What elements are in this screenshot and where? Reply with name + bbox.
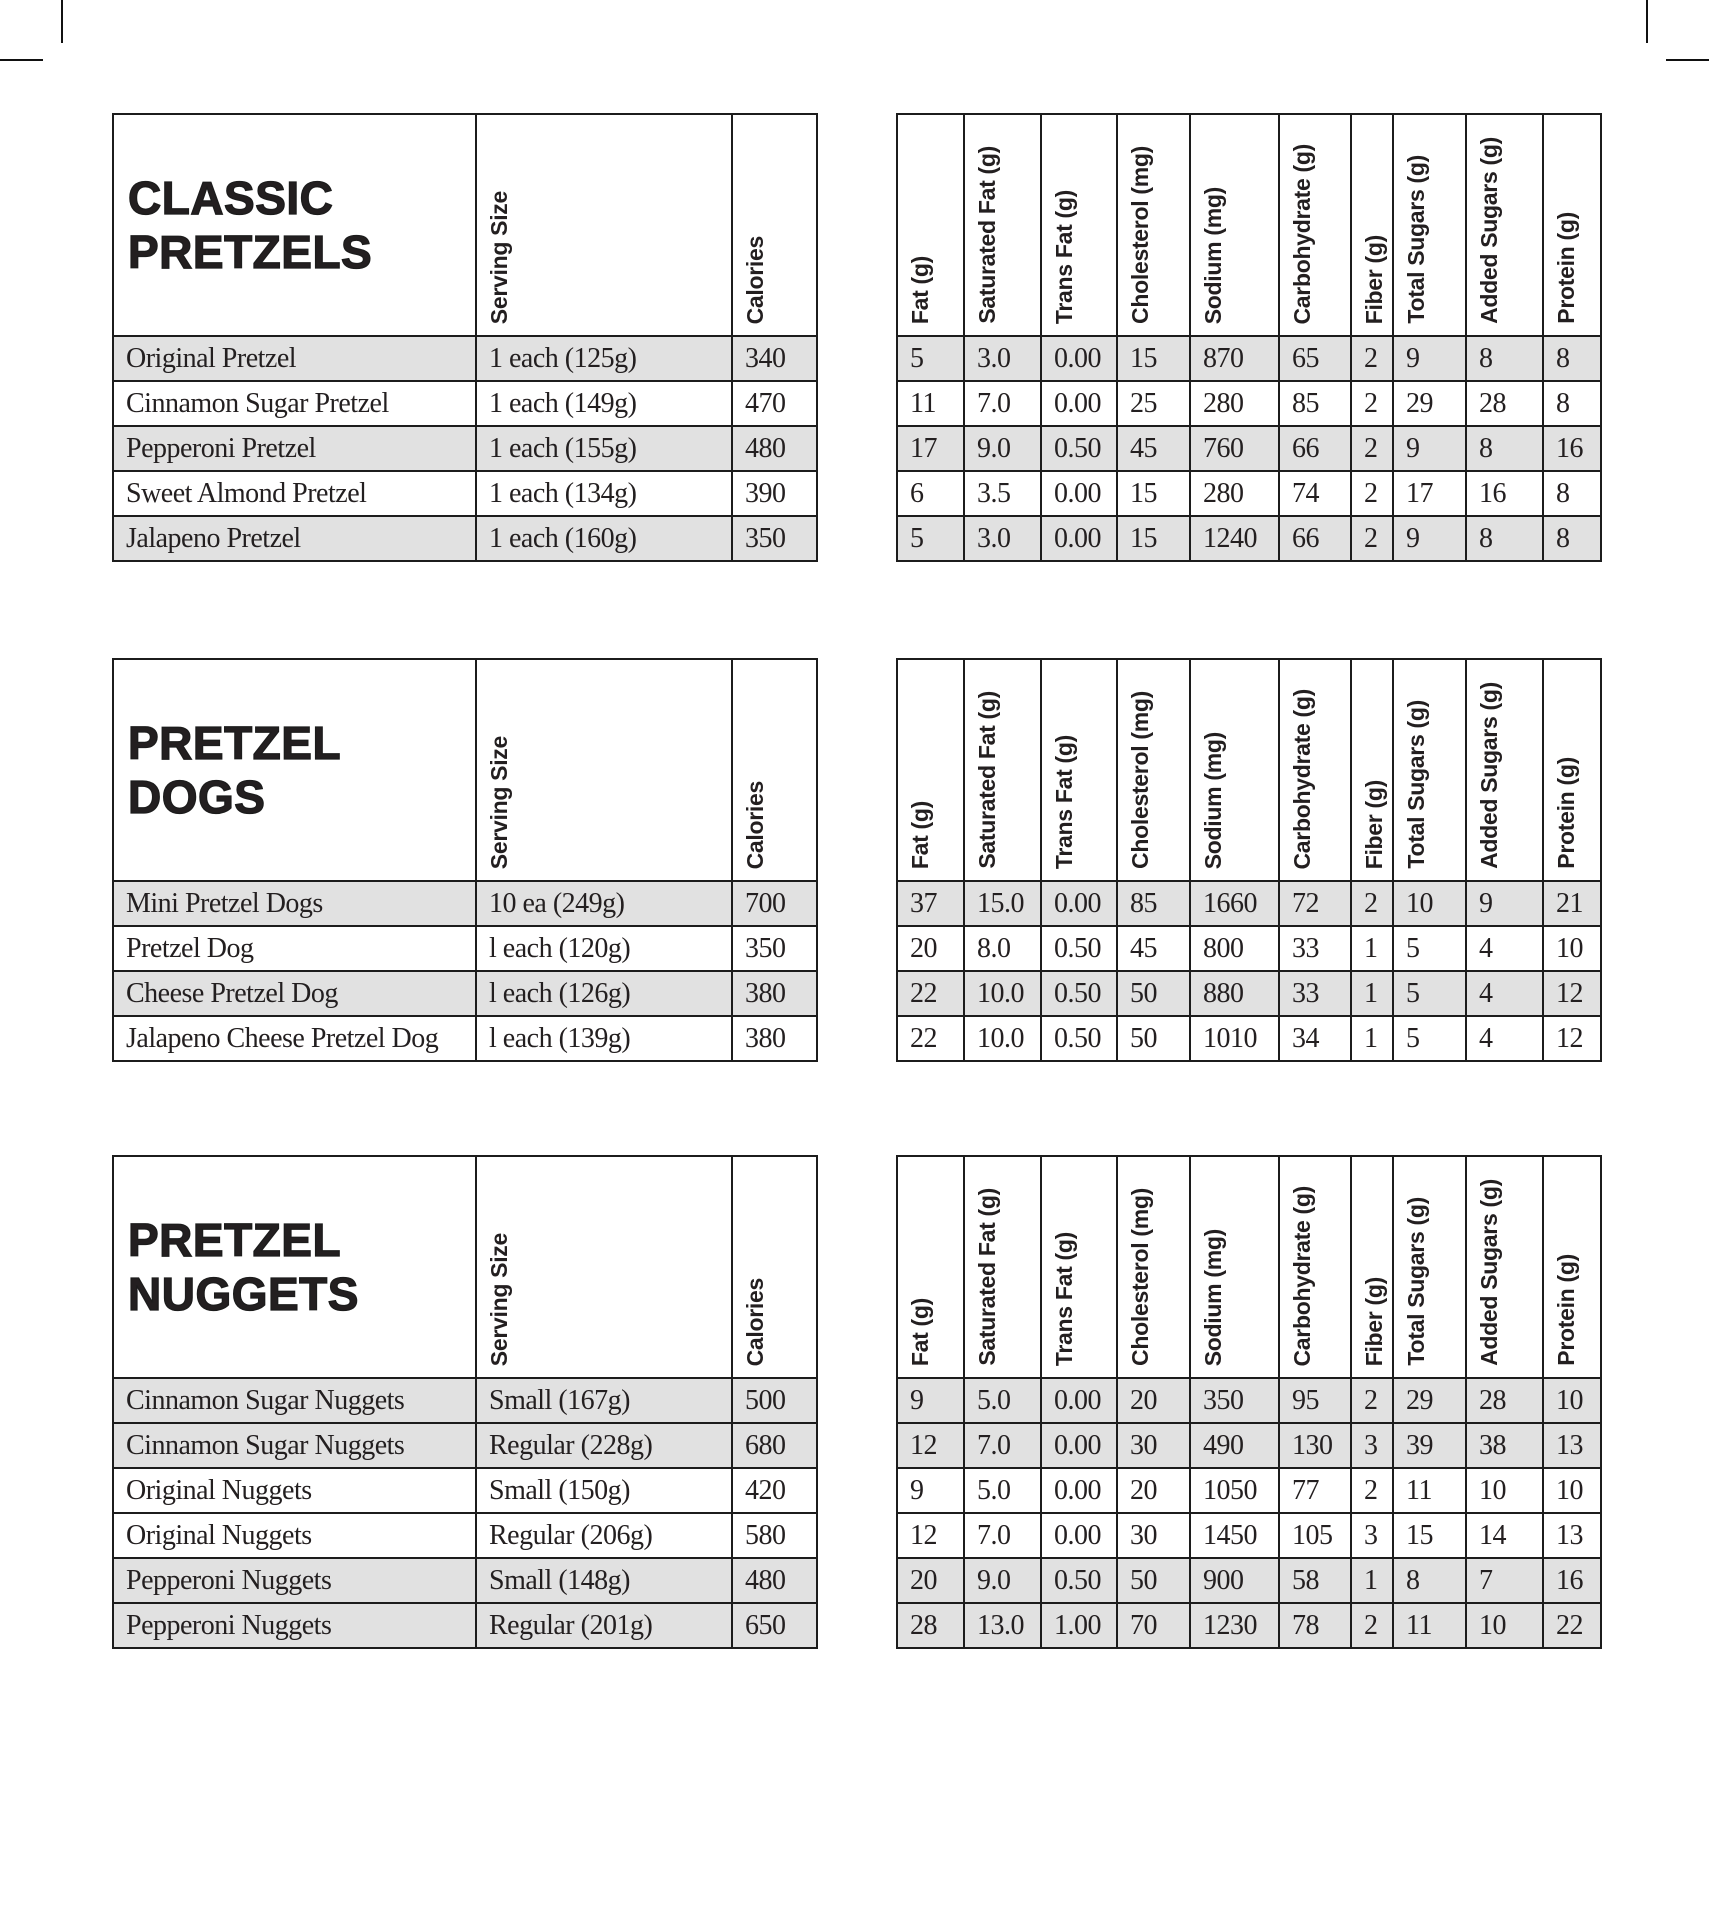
nutrition-value-cell: 4 (1467, 1017, 1544, 1062)
nutrition-value-cell: 0.00 (1042, 517, 1118, 562)
nutrition-value-cell: 3.0 (965, 517, 1042, 562)
calories-cell: 700 (733, 882, 818, 927)
nutrition-value-cell: 29 (1394, 382, 1467, 427)
nutrition-value-cell: 130 (1280, 1424, 1352, 1469)
nutrition-header-label: Cholesterol (mg) (1127, 1188, 1153, 1366)
calories-cell: 350 (733, 517, 818, 562)
calories-cell: 380 (733, 1017, 818, 1062)
serving-size-cell: Small (167g) (477, 1379, 733, 1424)
nutrition-value-cell: 5.0 (965, 1379, 1042, 1424)
nutrition-header-label: Added Sugars (g) (1476, 682, 1502, 869)
nutrition-value-cell: 900 (1191, 1559, 1280, 1604)
nutrition-header-cell (1118, 660, 1191, 882)
serving-size-cell: l each (120g) (477, 927, 733, 972)
calories-cell: 480 (733, 1559, 818, 1604)
item-name-cell: Cheese Pretzel Dog (114, 972, 477, 1017)
calories-cell: 470 (733, 382, 818, 427)
nutrition-value-cell: 7.0 (965, 1514, 1042, 1559)
item-name-cell: Pepperoni Nuggets (114, 1604, 477, 1649)
nutrition-header-label: Fiber (g) (1361, 234, 1387, 324)
nutrition-header-label: Trans Fat (g) (1051, 1231, 1077, 1366)
nutrition-value-cell: 2 (1352, 1604, 1394, 1649)
nutrition-value-cell: 22 (1544, 1604, 1602, 1649)
serving-size-cell: Regular (228g) (477, 1424, 733, 1469)
nutrition-header-label: Sodium (mg) (1200, 1228, 1226, 1366)
nutrition-value-cell: 5.0 (965, 1469, 1042, 1514)
nutrition-value-cell: 38 (1467, 1424, 1544, 1469)
nutrition-header-label: Total Sugars (g) (1403, 700, 1429, 869)
nutrition-value-cell: 8 (1467, 337, 1544, 382)
nutrition-value-cell: 22 (898, 1017, 965, 1062)
nutrition-value-cell: 15 (1394, 1514, 1467, 1559)
nutrition-header-label: Carbohydrate (g) (1289, 143, 1315, 324)
nutrition-value-cell: 34 (1280, 1017, 1352, 1062)
serving-size-cell: Regular (206g) (477, 1514, 733, 1559)
nutrition-value-cell: 0.50 (1042, 427, 1118, 472)
nutrition-value-cell: 8 (1467, 517, 1544, 562)
nutrition-value-cell: 10 (1467, 1604, 1544, 1649)
item-name-cell: Pretzel Dog (114, 927, 477, 972)
nutrition-value-cell: 85 (1118, 882, 1191, 927)
nutrition-value-cell: 2 (1352, 337, 1394, 382)
nutrition-table (896, 113, 1602, 562)
nutrition-value-cell: 0.50 (1042, 927, 1118, 972)
serving-size-cell: 1 each (155g) (477, 427, 733, 472)
nutrition-value-cell: 72 (1280, 882, 1352, 927)
nutrition-header-cell (1352, 1157, 1394, 1379)
nutrition-value-cell: 2 (1352, 472, 1394, 517)
nutrition-value-cell: 12 (1544, 1017, 1602, 1062)
nutrition-header-cell (1191, 660, 1280, 882)
nutrition-value-cell: 15.0 (965, 882, 1042, 927)
nutrition-value-cell: 17 (898, 427, 965, 472)
calories-cell: 340 (733, 337, 818, 382)
nutrition-value-cell: 2 (1352, 1469, 1394, 1514)
nutrition-value-cell: 2 (1352, 517, 1394, 562)
nutrition-value-cell: 20 (1118, 1469, 1191, 1514)
nutrition-value-cell: 1 (1352, 927, 1394, 972)
calories-cell: 420 (733, 1469, 818, 1514)
nutrition-value-cell: 1 (1352, 972, 1394, 1017)
nutrition-value-cell: 66 (1280, 517, 1352, 562)
nutrition-value-cell: 16 (1544, 1559, 1602, 1604)
nutrition-value-cell: 870 (1191, 337, 1280, 382)
nutrition-header-label: Protein (g) (1553, 212, 1579, 324)
nutrition-header-label: Fat (g) (907, 800, 933, 869)
nutrition-value-cell: 15 (1118, 337, 1191, 382)
nutrition-value-cell: 9 (898, 1379, 965, 1424)
calories-cell: 680 (733, 1424, 818, 1469)
section-title-cell (114, 660, 477, 882)
nutrition-value-cell: 13 (1544, 1424, 1602, 1469)
nutrition-value-cell: 21 (1544, 882, 1602, 927)
nutrition-header-cell (1467, 660, 1544, 882)
nutrition-value-cell: 11 (1394, 1469, 1467, 1514)
serving-size-header: Serving Size (486, 735, 512, 869)
nutrition-header-cell (965, 660, 1042, 882)
nutrition-value-cell: 5 (898, 517, 965, 562)
nutrition-header-label: Added Sugars (g) (1476, 137, 1502, 324)
nutrition-header-label: Fiber (g) (1361, 1276, 1387, 1366)
item-name-cell: Cinnamon Sugar Pretzel (114, 382, 477, 427)
serving-size-cell: 1 each (160g) (477, 517, 733, 562)
nutrition-value-cell: 8.0 (965, 927, 1042, 972)
nutrition-value-cell: 20 (1118, 1379, 1191, 1424)
nutrition-header-cell (965, 115, 1042, 337)
nutrition-header-label: Trans Fat (g) (1051, 734, 1077, 869)
nutrition-value-cell: 28 (1467, 1379, 1544, 1424)
nutrition-value-cell: 28 (1467, 382, 1544, 427)
nutrition-value-cell: 0.00 (1042, 1379, 1118, 1424)
nutrition-header-cell (1280, 660, 1352, 882)
nutrition-value-cell: 12 (898, 1514, 965, 1559)
nutrition-value-cell: 33 (1280, 972, 1352, 1017)
nutrition-header-label: Carbohydrate (g) (1289, 688, 1315, 869)
item-name-cell: Cinnamon Sugar Nuggets (114, 1424, 477, 1469)
nutrition-value-cell: 7 (1467, 1559, 1544, 1604)
nutrition-value-cell: 1.00 (1042, 1604, 1118, 1649)
nutrition-header-label: Total Sugars (g) (1403, 155, 1429, 324)
nutrition-value-cell: 95 (1280, 1379, 1352, 1424)
nutrition-value-cell: 20 (898, 1559, 965, 1604)
menu-section (112, 113, 1602, 562)
calories-header-cell (733, 660, 818, 882)
nutrition-value-cell: 77 (1280, 1469, 1352, 1514)
nutrition-value-cell: 3 (1352, 1424, 1394, 1469)
nutrition-value-cell: 8 (1544, 382, 1602, 427)
nutrition-value-cell: 15 (1118, 517, 1191, 562)
serving-size-cell: Regular (201g) (477, 1604, 733, 1649)
nutrition-value-cell: 105 (1280, 1514, 1352, 1559)
nutrition-header-label: Carbohydrate (g) (1289, 1185, 1315, 1366)
nutrition-value-cell: 0.00 (1042, 1514, 1118, 1559)
nutrition-header-cell (1394, 660, 1467, 882)
menu-section (112, 658, 1602, 1062)
nutrition-value-cell: 4 (1467, 927, 1544, 972)
serving-size-header: Serving Size (486, 1232, 512, 1366)
nutrition-value-cell: 800 (1191, 927, 1280, 972)
serving-size-cell: l each (126g) (477, 972, 733, 1017)
nutrition-header-cell (1394, 115, 1467, 337)
items-table (112, 1155, 818, 1649)
nutrition-value-cell: 2 (1352, 427, 1394, 472)
nutrition-value-cell: 3.0 (965, 337, 1042, 382)
nutrition-value-cell: 45 (1118, 927, 1191, 972)
nutrition-value-cell: 70 (1118, 1604, 1191, 1649)
nutrition-header-cell (898, 1157, 965, 1379)
nutrition-value-cell: 33 (1280, 927, 1352, 972)
nutrition-value-cell: 30 (1118, 1424, 1191, 1469)
item-name-cell: Pepperoni Pretzel (114, 427, 477, 472)
nutrition-header-cell (1352, 660, 1394, 882)
serving-size-cell: l each (139g) (477, 1017, 733, 1062)
calories-header: Calories (742, 1277, 768, 1366)
crop-mark-top-left-vertical (61, 0, 63, 43)
nutrition-value-cell: 0.00 (1042, 337, 1118, 382)
nutrition-value-cell: 4 (1467, 972, 1544, 1017)
nutrition-value-cell: 65 (1280, 337, 1352, 382)
nutrition-value-cell: 37 (898, 882, 965, 927)
nutrition-value-cell: 17 (1394, 472, 1467, 517)
nutrition-header-label: Fat (g) (907, 1297, 933, 1366)
item-name-cell: Original Nuggets (114, 1469, 477, 1514)
nutrition-header-cell (898, 660, 965, 882)
item-name-cell: Sweet Almond Pretzel (114, 472, 477, 517)
nutrition-header-cell (1544, 660, 1602, 882)
nutrition-header-label: Fat (g) (907, 255, 933, 324)
section-title-cell (114, 1157, 477, 1379)
nutrition-value-cell: 39 (1394, 1424, 1467, 1469)
crop-mark-top-right-horizontal (1666, 59, 1709, 61)
nutrition-value-cell: 0.50 (1042, 1017, 1118, 1062)
serving-size-cell: 1 each (149g) (477, 382, 733, 427)
nutrition-value-cell: 490 (1191, 1424, 1280, 1469)
item-name-cell: Jalapeno Pretzel (114, 517, 477, 562)
nutrition-value-cell: 58 (1280, 1559, 1352, 1604)
nutrition-header-label: Saturated Fat (g) (974, 146, 1000, 324)
section-title: PRETZEL DOGS (128, 716, 342, 823)
nutrition-value-cell: 0.00 (1042, 1469, 1118, 1514)
nutrition-value-cell: 5 (1394, 972, 1467, 1017)
nutrition-value-cell: 1660 (1191, 882, 1280, 927)
nutrition-value-cell: 78 (1280, 1604, 1352, 1649)
nutrition-header-label: Protein (g) (1553, 757, 1579, 869)
nutrition-value-cell: 8 (1544, 517, 1602, 562)
nutrition-value-cell: 0.50 (1042, 972, 1118, 1017)
nutrition-value-cell: 7.0 (965, 1424, 1042, 1469)
nutrition-header-label: Total Sugars (g) (1403, 1197, 1429, 1366)
nutrition-value-cell: 1240 (1191, 517, 1280, 562)
nutrition-value-cell: 29 (1394, 1379, 1467, 1424)
nutrition-header-cell (1042, 115, 1118, 337)
nutrition-header-label: Protein (g) (1553, 1254, 1579, 1366)
nutrition-table (896, 1155, 1602, 1649)
nutrition-value-cell: 0.00 (1042, 1424, 1118, 1469)
calories-header-cell (733, 115, 818, 337)
nutrition-value-cell: 12 (898, 1424, 965, 1469)
crop-mark-top-right-vertical (1646, 0, 1648, 43)
section-title-cell (114, 115, 477, 337)
nutrition-value-cell: 1010 (1191, 1017, 1280, 1062)
nutrition-value-cell: 10 (1467, 1469, 1544, 1514)
nutrition-value-cell: 9 (1467, 882, 1544, 927)
nutrition-header-cell (1118, 115, 1191, 337)
nutrition-value-cell: 0.00 (1042, 882, 1118, 927)
nutrition-value-cell: 5 (1394, 927, 1467, 972)
nutrition-value-cell: 280 (1191, 472, 1280, 517)
nutrition-value-cell: 50 (1118, 972, 1191, 1017)
serving-size-header-cell (477, 1157, 733, 1379)
calories-header-cell (733, 1157, 818, 1379)
nutrition-value-cell: 760 (1191, 427, 1280, 472)
serving-size-cell: 1 each (134g) (477, 472, 733, 517)
nutrition-header-cell (1042, 660, 1118, 882)
nutrition-value-cell: 8 (1544, 337, 1602, 382)
nutrition-value-cell: 16 (1544, 427, 1602, 472)
nutrition-value-cell: 1 (1352, 1559, 1394, 1604)
nutrition-value-cell: 14 (1467, 1514, 1544, 1559)
serving-size-header-cell (477, 660, 733, 882)
nutrition-header-cell (1352, 115, 1394, 337)
nutrition-value-cell: 8 (1544, 472, 1602, 517)
item-name-cell: Jalapeno Cheese Pretzel Dog (114, 1017, 477, 1062)
nutrition-header-cell (1118, 1157, 1191, 1379)
item-name-cell: Mini Pretzel Dogs (114, 882, 477, 927)
nutrition-value-cell: 7.0 (965, 382, 1042, 427)
nutrition-value-cell: 13 (1544, 1514, 1602, 1559)
nutrition-value-cell: 0.00 (1042, 472, 1118, 517)
nutrition-value-cell: 50 (1118, 1559, 1191, 1604)
nutrition-value-cell: 9 (898, 1469, 965, 1514)
nutrition-header-label: Cholesterol (mg) (1127, 691, 1153, 869)
nutrition-value-cell: 85 (1280, 382, 1352, 427)
nutrition-header-label: Saturated Fat (g) (974, 1188, 1000, 1366)
nutrition-value-cell: 66 (1280, 427, 1352, 472)
section-title: PRETZEL NUGGETS (128, 1213, 359, 1320)
section-title: CLASSIC PRETZELS (128, 171, 373, 278)
nutrition-value-cell: 12 (1544, 972, 1602, 1017)
nutrition-value-cell: 8 (1467, 427, 1544, 472)
nutrition-value-cell: 2 (1352, 1379, 1394, 1424)
serving-size-header: Serving Size (486, 190, 512, 324)
nutrition-value-cell: 16 (1467, 472, 1544, 517)
nutrition-value-cell: 2 (1352, 382, 1394, 427)
item-name-cell: Pepperoni Nuggets (114, 1559, 477, 1604)
nutrition-value-cell: 10 (1394, 882, 1467, 927)
nutrition-header-cell (1042, 1157, 1118, 1379)
item-name-cell: Original Nuggets (114, 1514, 477, 1559)
nutrition-value-cell: 11 (898, 382, 965, 427)
nutrition-value-cell: 15 (1118, 472, 1191, 517)
calories-header: Calories (742, 235, 768, 324)
items-table (112, 658, 818, 1062)
nutrition-value-cell: 25 (1118, 382, 1191, 427)
serving-size-cell: 1 each (125g) (477, 337, 733, 382)
nutrition-value-cell: 0.00 (1042, 382, 1118, 427)
nutrition-header-cell (1394, 1157, 1467, 1379)
nutrition-value-cell: 8 (1394, 1559, 1467, 1604)
nutrition-value-cell: 880 (1191, 972, 1280, 1017)
calories-cell: 500 (733, 1379, 818, 1424)
nutrition-value-cell: 22 (898, 972, 965, 1017)
nutrition-value-cell: 9 (1394, 517, 1467, 562)
calories-cell: 650 (733, 1604, 818, 1649)
nutrition-value-cell: 1 (1352, 1017, 1394, 1062)
nutrition-value-cell: 45 (1118, 427, 1191, 472)
nutrition-header-label: Fiber (g) (1361, 779, 1387, 869)
nutrition-header-cell (1467, 1157, 1544, 1379)
nutrition-value-cell: 5 (898, 337, 965, 382)
nutrition-header-cell (898, 115, 965, 337)
nutrition-value-cell: 9 (1394, 337, 1467, 382)
nutrition-value-cell: 30 (1118, 1514, 1191, 1559)
nutrition-header-label: Sodium (mg) (1200, 186, 1226, 324)
calories-cell: 350 (733, 927, 818, 972)
nutrition-header-cell (1544, 1157, 1602, 1379)
nutrition-header-cell (1467, 115, 1544, 337)
nutrition-header-label: Saturated Fat (g) (974, 691, 1000, 869)
nutrition-value-cell: 3 (1352, 1514, 1394, 1559)
nutrition-header-cell (1280, 115, 1352, 337)
nutrition-header-cell (1280, 1157, 1352, 1379)
calories-cell: 390 (733, 472, 818, 517)
nutrition-value-cell: 50 (1118, 1017, 1191, 1062)
item-name-cell: Original Pretzel (114, 337, 477, 382)
nutrition-header-cell (1544, 115, 1602, 337)
nutrition-value-cell: 28 (898, 1604, 965, 1649)
nutrition-value-cell: 9.0 (965, 427, 1042, 472)
nutrition-value-cell: 10 (1544, 927, 1602, 972)
calories-cell: 380 (733, 972, 818, 1017)
nutrition-value-cell: 13.0 (965, 1604, 1042, 1649)
calories-cell: 580 (733, 1514, 818, 1559)
nutrition-table (896, 658, 1602, 1062)
nutrition-value-cell: 1050 (1191, 1469, 1280, 1514)
nutrition-header-cell (1191, 1157, 1280, 1379)
nutrition-value-cell: 1230 (1191, 1604, 1280, 1649)
items-table (112, 113, 818, 562)
nutrition-header-label: Sodium (mg) (1200, 731, 1226, 869)
nutrition-header-label: Trans Fat (g) (1051, 189, 1077, 324)
nutrition-header-label: Cholesterol (mg) (1127, 146, 1153, 324)
nutrition-value-cell: 3.5 (965, 472, 1042, 517)
menu-section (112, 1155, 1602, 1649)
serving-size-cell: Small (148g) (477, 1559, 733, 1604)
nutrition-header-label: Added Sugars (g) (1476, 1179, 1502, 1366)
nutrition-value-cell: 5 (1394, 1017, 1467, 1062)
nutrition-value-cell: 11 (1394, 1604, 1467, 1649)
nutrition-header-cell (965, 1157, 1042, 1379)
nutrition-value-cell: 74 (1280, 472, 1352, 517)
nutrition-value-cell: 9 (1394, 427, 1467, 472)
serving-size-cell: Small (150g) (477, 1469, 733, 1514)
nutrition-value-cell: 10 (1544, 1469, 1602, 1514)
nutrition-value-cell: 280 (1191, 382, 1280, 427)
nutrition-value-cell: 350 (1191, 1379, 1280, 1424)
nutrition-value-cell: 9.0 (965, 1559, 1042, 1604)
calories-cell: 480 (733, 427, 818, 472)
nutrition-value-cell: 20 (898, 927, 965, 972)
nutrition-value-cell: 1450 (1191, 1514, 1280, 1559)
serving-size-header-cell (477, 115, 733, 337)
nutrition-value-cell: 10 (1544, 1379, 1602, 1424)
crop-mark-top-left-horizontal (0, 59, 43, 61)
nutrition-value-cell: 6 (898, 472, 965, 517)
serving-size-cell: 10 ea (249g) (477, 882, 733, 927)
item-name-cell: Cinnamon Sugar Nuggets (114, 1379, 477, 1424)
nutrition-header-cell (1191, 115, 1280, 337)
nutrition-value-cell: 10.0 (965, 972, 1042, 1017)
nutrition-value-cell: 0.50 (1042, 1559, 1118, 1604)
nutrition-value-cell: 10.0 (965, 1017, 1042, 1062)
calories-header: Calories (742, 780, 768, 869)
nutrition-value-cell: 2 (1352, 882, 1394, 927)
